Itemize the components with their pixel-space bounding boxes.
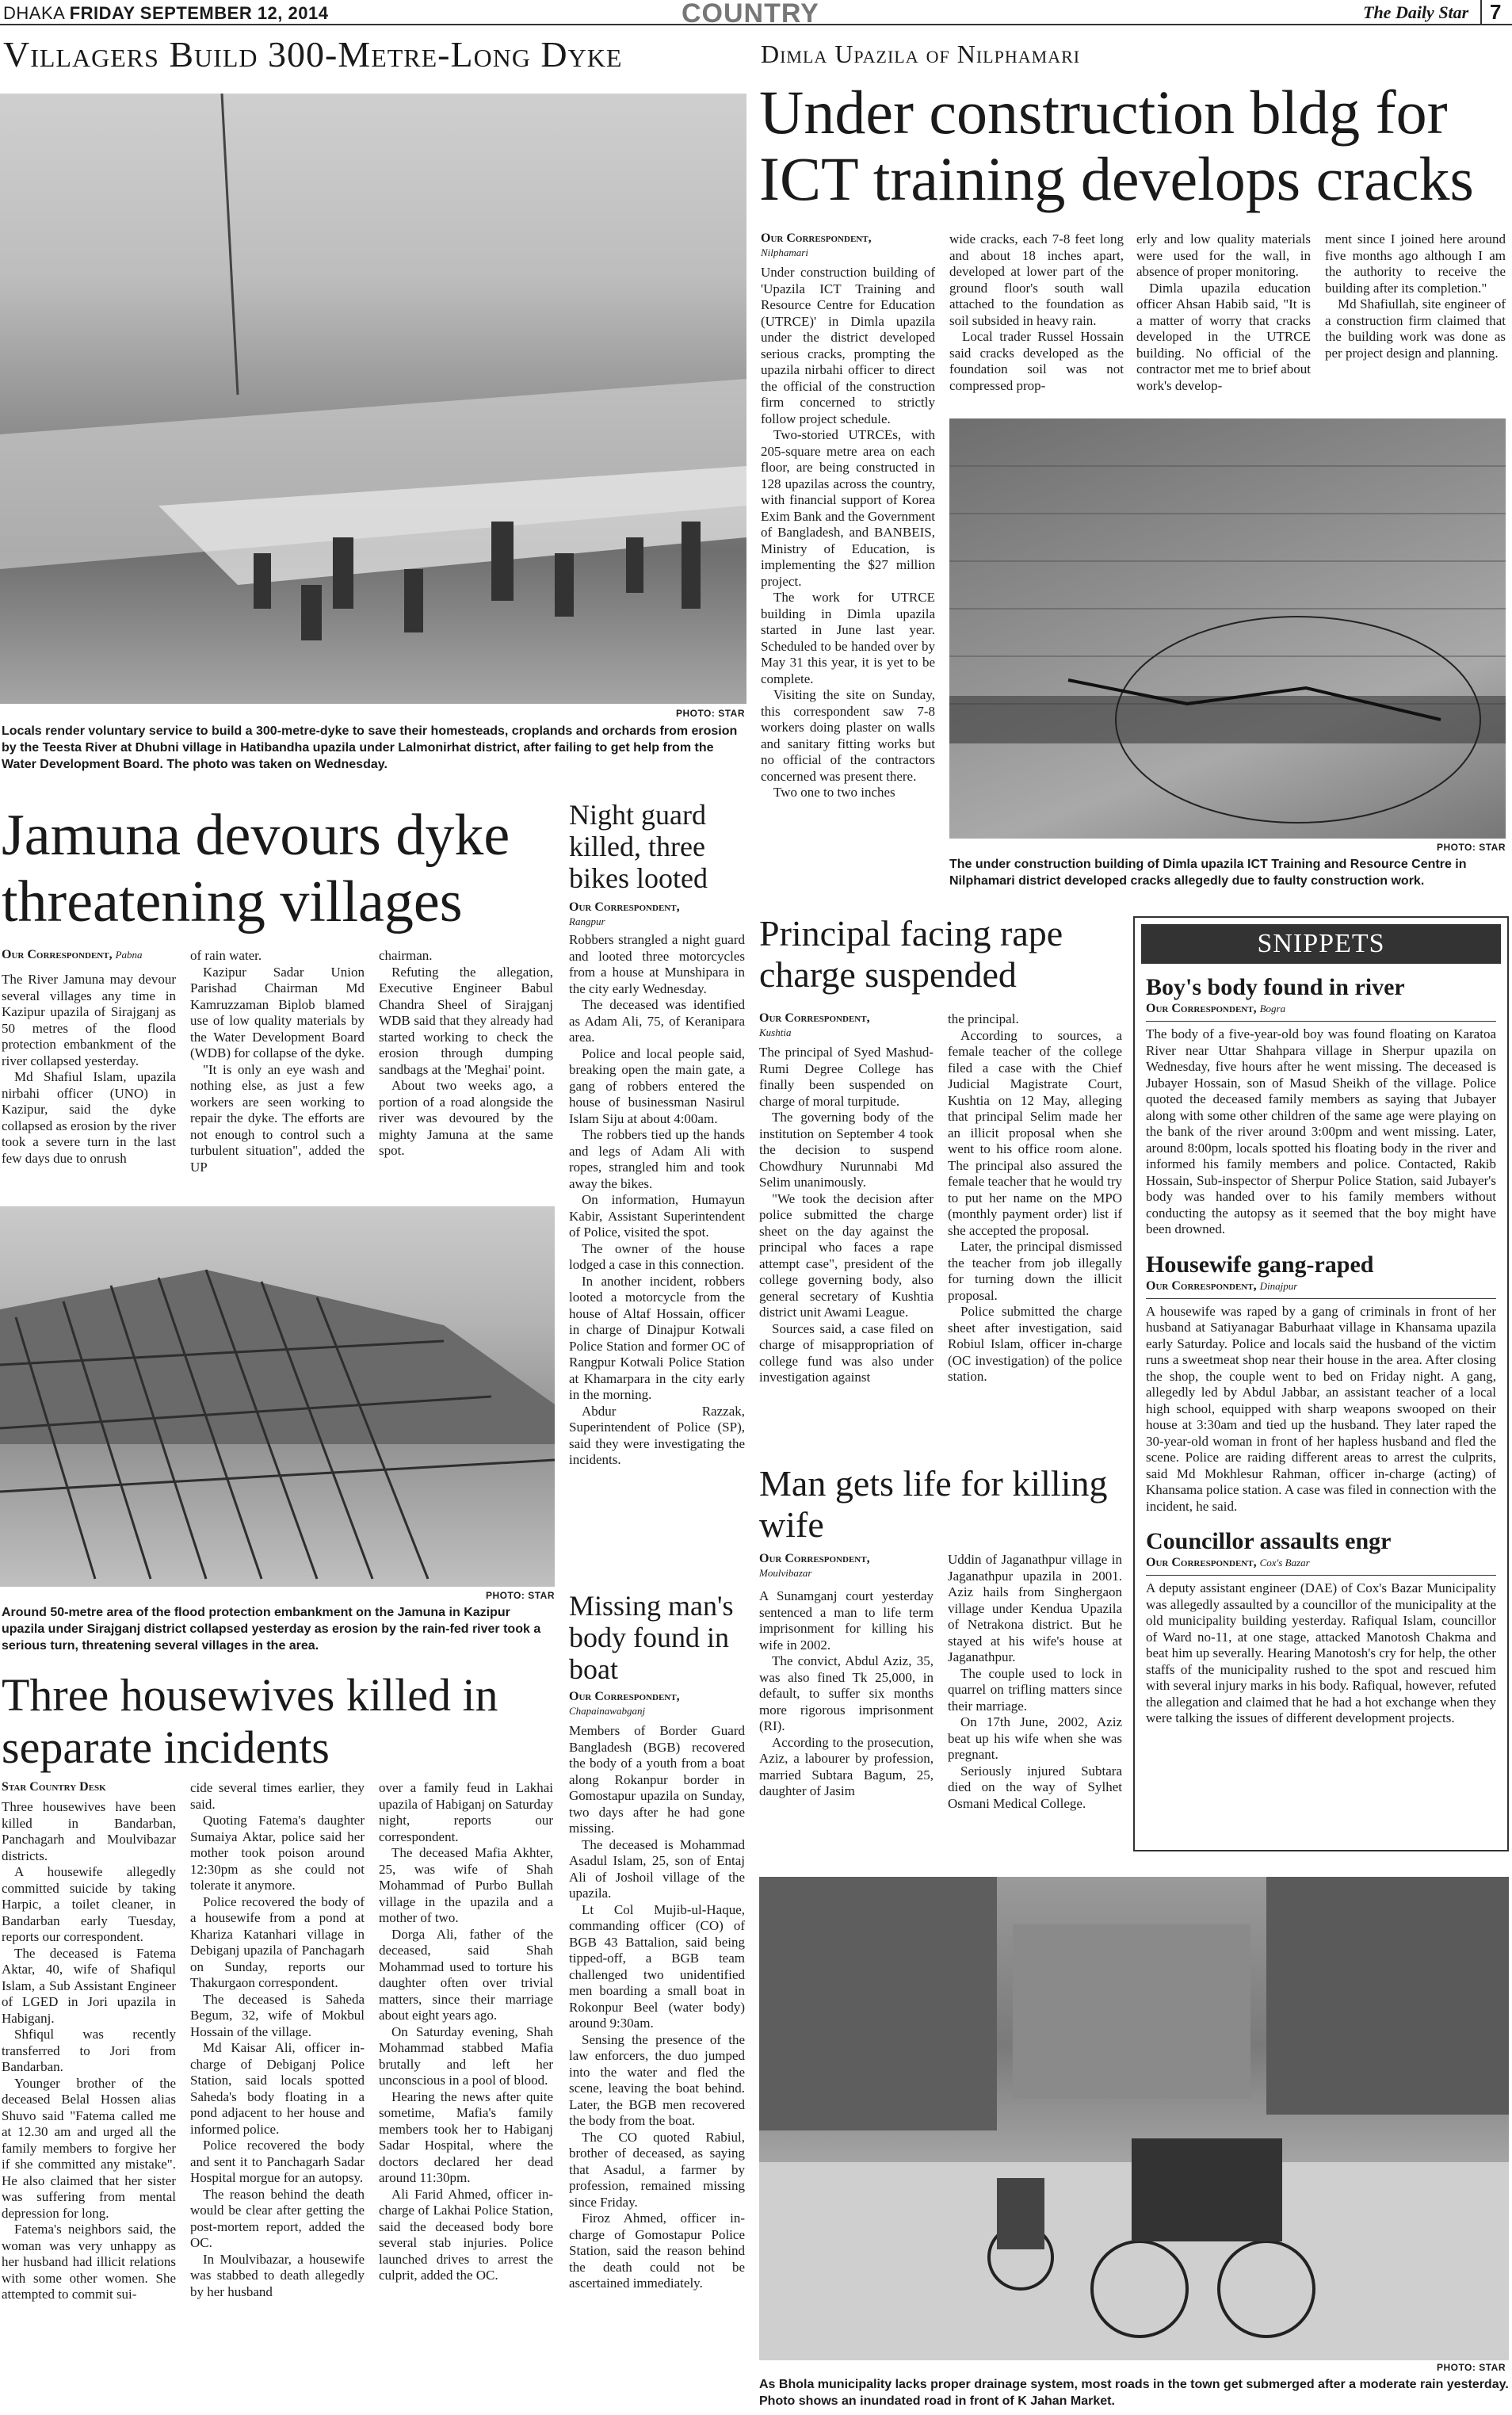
guard-headline: Night guard killed, three bikes looted <box>569 799 708 894</box>
bhola-caption: As Bhola municipality lacks proper drainage system, most roads in the town get submerged after a moderate rain yesterday. Photo shows an inundated road in front of K Jahan Market. <box>759 2378 1509 2408</box>
paragraph: The reason behind the death would be clear after getting the post-mortem report, added the OC. <box>190 2186 365 2250</box>
snippet-headline: Councillor assaults engr <box>1146 1528 1392 1554</box>
paragraph: Younger brother of the deceased Belal Hossen alias Shuvo said "Fatema called me at 12.30 am and urged all the family members to forgive her if she committed any mistake". He also claimed that her sister was suffering from mental depression for long. <box>2 2075 176 2221</box>
paragraph: Later, the principal dismissed the teacher from job illegally for turning down the illicit proposal. <box>948 1239 1122 1303</box>
paragraph: Sensing the presence of the law enforcers, the duo jumped into the water and fled the scene, leaving the boat behind. Later, the BGB men recovered the body from the boat. <box>569 2031 745 2128</box>
paragraph: erly and low quality materials were used for the wall, in absence of proper monitoring. <box>1136 231 1311 279</box>
paragraph: chairman. <box>379 948 433 963</box>
snippet-place: Cox's Bazar <box>1259 1557 1310 1569</box>
paragraph: the principal. <box>948 1011 1019 1026</box>
principal-col1 <box>759 1045 934 1386</box>
snippet-byline: Our Correspondent, <box>1146 1278 1257 1293</box>
dateline <box>3 3 328 24</box>
snippet-byline: Our Correspondent, <box>1146 1002 1257 1015</box>
paragraph: ment since I joined here around five months ago although I am the authority to receive the building after its completion." <box>1325 231 1506 296</box>
paragraph: Police submitted the charge sheet after investigation, said Robiul Islam, officer in-charge (OC investigation) of the police station. <box>948 1304 1122 1384</box>
villagers-caption: Locals render voluntary service to build a 300-metre-dyke to save their homesteads, croplands and orchards from erosion by the Teesta River at Dhubni village in Hatibandha upazila under Lalmonirhat district, after failing to get help from the Water Development Board. The photo was taken on Wednesday. <box>2 724 738 771</box>
principal-byline: Our Correspondent, <box>759 1011 870 1025</box>
lifeterm-col2 <box>948 1552 1122 1812</box>
jamuna-photo-credit: PHOTO: STAR <box>485 1590 555 1601</box>
jamuna-byline: Our Correspondent, <box>2 948 113 961</box>
paragraph: Police recovered the body of a housewife from a pond at Khariza Katanhari village in Debiganj upazila of Panchagarh on Sunday, reports our Thakurgaon correspondent. <box>190 1893 365 1990</box>
paragraph: A Sunamganj court yesterday sentenced a man to life term imprisonment for killing his wife in 2002. <box>759 1588 934 1653</box>
lifeterm-byline-block <box>759 1552 934 1580</box>
paragraph: Sources said, a case filed on charge of misappropriation of college fund was also under investigation against <box>759 1320 934 1385</box>
lifeterm-headline: Man gets life for killing wife <box>759 1463 1108 1545</box>
paragraph: Two-storied UTRCEs, with 205-square metre area on each floor, are being constructed in 128 upazilas across the country, with financial support of Korea Exim Bank and the Government of Bangladesh, and BANBEIS, Ministry of Education, is implementing the $27 million project. <box>761 427 936 589</box>
embankment-photo-art <box>0 1206 555 1587</box>
paragraph: Uddin of Jaganathpur village in Jaganathpur upazila in 2001. Aziz hails from Singhergaon village under Kendua Upazila of Netrakona district. But he stayed at his wife's house at Jaganathpur. <box>948 1552 1122 1664</box>
section-name: COUNTRY <box>682 0 819 29</box>
jamuna-col1 <box>2 972 176 1167</box>
flood-photo-art <box>759 1877 1509 2360</box>
paragraph: A housewife allegedly committed suicide by taking Harpic, a toilet cleaner, in Bandarban early Tuesday, reports our correspondent. <box>2 1864 176 1944</box>
paragraph: Firoz Ahmed, officer in-charge of Gomostapur Police Station, said the reason behind the death could not be ascertained immediately. <box>569 2211 745 2291</box>
paragraph: Md Shafiul Islam, upazila nirbahi officer (UNO) in Kazipur, said the dyke collapsed as erosion by the river took a severe turn in the last few days due to onrush <box>2 1069 176 1166</box>
paragraph: The work for UTRCE building in Dimla upazila started in June last year. Scheduled to be handed over by May 31 this year, it is yet to be complete. <box>761 590 935 686</box>
guard-byline: Our Correspondent, <box>569 900 680 914</box>
ict-col4 <box>1325 231 1506 361</box>
divider <box>1146 1298 1496 1299</box>
paragraph: cide several times earlier, they said. <box>190 1780 365 1812</box>
missing-headline: Missing man's body found in boat <box>569 1590 734 1685</box>
paragraph: wide cracks, each 7-8 feet long and about 18 inches apart, developed at lower part of the ground floor's south wall attached to the foundation as soil subsided in heavy rain. <box>949 231 1124 328</box>
paragraph: The convict, Abdul Aziz, 35, was also fined Tk 25,000, in default, to suffer six months more rigorous imprisonment (RI). <box>759 1653 934 1733</box>
housewives-byline: Star Country Desk <box>2 1780 106 1794</box>
paragraph: The CO quoted Rabiul, brother of deceased, as saying that Asadul, a farmer by profession, remained missing since Friday. <box>569 2129 745 2210</box>
paragraph: Police and local people said, breaking open the main gate, a gang of robbers entered the house of businessman Nasirul Islam Siju at about 4:00am. <box>569 1045 745 1126</box>
paragraph: Police recovered the body and sent it to Panchagarh Sadar Hospital morgue for an autopsy. <box>190 2138 365 2185</box>
guard-body <box>569 932 745 1469</box>
ict-col1 <box>761 265 935 801</box>
snippet-place: Dinajpur <box>1259 1279 1298 1292</box>
flood-photo <box>759 1877 1509 2360</box>
dyke-photo-art <box>0 94 746 704</box>
paragraph: Dimla upazila education officer Ahsan Habib said, "It is a matter of worry that cracks developed in the UTRCE building. No official of the contractor met me to brief about work's develop- <box>1136 280 1311 393</box>
paragraph: Three housewives have been killed in Bandarban, Panchagarh and Moulvibazar districts. <box>2 1799 176 1863</box>
jamuna-place: Pabna <box>115 949 143 961</box>
paragraph: "It is only an eye wash and nothing else, as just a few workers are seen working to repair the dyke. The efforts are not enough to control such a turbulent situation", added the UP <box>190 1061 365 1175</box>
principal-byline-block <box>759 1011 934 1040</box>
jamuna-headline: Jamuna devours dyke threatening villages <box>2 803 510 934</box>
paragraph: Kazipur Sadar Union Parishad Chairman Md Kamruzzaman Biplob blamed use of low quality materials by the Water Development Board (WDB) for collapse of the dyke. <box>190 964 365 1060</box>
date: FRIDAY SEPTEMBER 12, 2014 <box>69 3 329 23</box>
snippet-byline: Our Correspondent, <box>1146 1556 1257 1569</box>
villagers-photo-credit: PHOTO: STAR <box>675 708 745 719</box>
paragraph: Md Shafiullah, site engineer of a construction firm claimed that the building work was done as per project design and planning. <box>1325 296 1506 361</box>
paragraph: Lt Col Mujib-ul-Haque, commanding officer (CO) of BGB 43 Battalion, said being tipped-off, a BGB team challenged two unidentified men boarding a small boat in Rokonpur Beel (water body) around 9:30am. <box>569 1901 745 2031</box>
paragraph: According to the prosecution, Aziz, a labourer by profession, married Subtara Bagum, 25, daughter of Jasim <box>759 1734 934 1798</box>
paragraph: In Moulvibazar, a housewife was stabbed to death allegedly by her husband <box>190 2251 365 2299</box>
paragraph: Robbers strangled a night guard and looted three motorcycles from a house at Munshipara in the city early Wednesday. <box>569 932 745 996</box>
divider <box>1146 1575 1496 1576</box>
housewives-col1 <box>2 1799 176 2303</box>
dyke-photo <box>0 94 746 704</box>
housewives-headline: Three housewives killed in separate incidents <box>2 1669 498 1773</box>
missing-byline: Our Correspondent, <box>569 1690 680 1703</box>
housewives-col2 <box>190 1780 365 2300</box>
paragraph: The principal of Syed Mashud-Rumi Degree College has finally been suspended on charge of moral turpitude. <box>759 1045 934 1109</box>
embankment-photo <box>0 1206 555 1587</box>
paragraph: The owner of the house lodged a case in this connection. <box>569 1240 745 1272</box>
paragraph: On 17th June, 2002, Aziz beat up his wife when she was pregnant. <box>948 1714 1122 1762</box>
page-number: 7 <box>1480 0 1501 25</box>
paragraph: Hearing the news after quite sometime, Mafia's family members took her to Habiganj Sadar Hospital, where the doctors declared her dead around 11:30pm. <box>379 2088 553 2185</box>
paragraph: Shfiqul was recently transferred to Jori from Bandarban. <box>2 2027 176 2074</box>
paragraph: Abdur Razzak, Superintendent of Police (SP), said they were investigating the incidents. <box>569 1403 745 1467</box>
snippet-headline: Housewife gang-raped <box>1146 1251 1374 1278</box>
snippet-headline: Boy's body found in river <box>1146 974 1405 1000</box>
guard-place: Rangpur <box>569 915 605 927</box>
ict-byline: Our Correspondent, <box>761 231 872 245</box>
ict-byline-block <box>761 231 935 260</box>
paragraph: About two weeks ago, a portion of a road alongside the river was devoured by the mighty Jamuna at the same spot. <box>379 1078 553 1158</box>
paragraph: Visiting the site on Sunday, this correspondent saw 7-8 workers doing plaster on walls and sanitary fitting works but no official of the contractors concerned was present there. <box>761 687 935 784</box>
snippets-title: SNIPPETS <box>1141 924 1501 964</box>
paragraph: Seriously injured Subtara died on the way of Sylhet Osmani Medical College. <box>948 1763 1122 1811</box>
city: DHAKA <box>3 3 65 23</box>
housewives-col3 <box>379 1780 553 2284</box>
lifeterm-byline: Our Correspondent, <box>759 1552 870 1565</box>
cracks-photo <box>949 418 1506 839</box>
paragraph: Under construction building of 'Upazila ICT Training and Resource Centre for Education (UTRCE)' in Dimla upazila under the district developed serious cracks, prompting the upazila nirbahi officer to direct the official of the construction firm concerned to strictly follow project schedule. <box>761 265 935 426</box>
paragraph: The governing body of the institution on September 4 took the decision to suspend Chowdhury Nurunnabi Md Selim unanimously. <box>759 1110 934 1190</box>
paragraph: The deceased Mafia Akhter, 25, was wife of Shah Mohammad of Purbo Bullah village in the upazila and a mother of two. <box>379 1845 553 1925</box>
masthead: The Daily Star <box>1363 2 1469 22</box>
paragraph: In another incident, robbers looted a motorcycle from the house of Altaf Hossain, officer in charge of Dinajpur Kotwali Police Station and former OC of Rangpur Kotwali Police Station at Khamarpara in the city early in the morning. <box>569 1273 745 1402</box>
ict-caption: The under construction building of Dimla upazila ICT Training and Resource Centre in Nilphamari district developed cracks allegedly due to faulty construction work. <box>949 858 1467 888</box>
ict-col2 <box>949 231 1124 394</box>
snippets-box <box>1133 916 1509 1851</box>
snippets-list <box>1135 973 1507 1727</box>
principal-headline: Principal facing rape charge suspended <box>759 913 1063 995</box>
paragraph: Refuting the allegation, Executive Engineer Babul Chandra Sheel of Sirajganj WDB said that they already had started working to check the erosion through dumping sandbags at the 'Meghai' point. <box>379 964 553 1077</box>
paragraph: The deceased was identified as Adam Ali, 75, of Keranipara area. <box>569 997 745 1045</box>
principal-place: Kushtia <box>759 1026 792 1038</box>
paragraph: Ali Farid Ahmed, officer in-charge of Lakhai Police Station, said the deceased body bore several stab injuries. Police launched drives to arrest the culprit, added the OC. <box>379 2186 553 2283</box>
missing-byline-block <box>569 1690 745 1718</box>
paragraph: According to sources, a female teacher of the college filed a case with the Chief Judicial Magistrate Court, Kushtia on 12 May, alleging that principal Selim made her an illicit proposal when she went to his office room alone. The principal also assured the female teacher that he would try to put her name on the MPO (monthly payment order) list if she accepted the proposal. <box>948 1027 1122 1238</box>
snippet-body: A housewife was raped by a gang of criminals in front of her husband at Satiyanagar Baburhaat village in Khansama upazila early Saturday. Police and locals said the husband of the victim runs a sweetmeat shop near their house in the area. After closing the shop, the couple went to bed on Friday night. A gang, allegedly led by Abdul Jabbar, an assistant teacher of a local high school, equipped with sharp weapons swooped on their house at 3:30am and tied up the husband. They later raped the 30-year-old woman in front of her hapless husband and fled the scene. Police are raiding different areas to arrest the culprits, said Md Mokhlesur Rahman, officer in-charge (acting) of Khansama police station. A case was filed in connection with the incident, he said. <box>1146 1303 1496 1514</box>
paragraph: Fatema's neighbors said, the woman was very unhappy as her husband had illicit relations with some other women. She attempted to commit sui- <box>2 2222 176 2302</box>
villagers-headline: Villagers Build 300-Metre-Long Dyke <box>3 34 623 75</box>
ict-place: Nilphamari <box>761 246 808 258</box>
paragraph: The robbers tied up the hands and legs of Adam Ali with ropes, strangled him and took away the bikes. <box>569 1127 745 1191</box>
paragraph: The couple used to lock in quarrel on trifling matters since their marriage. <box>948 1665 1122 1714</box>
divider <box>1146 1021 1496 1022</box>
paragraph: The deceased is Fatema Aktar, 40, wife of Shafiqul Islam, a Sub Assistant Engineer of LGED in Jori upazila in Habiganj. <box>2 1945 176 2026</box>
paragraph: Members of Border Guard Bangladesh (BGB) recovered the body of a youth from a boat along Rokanpur border in Gomostapur upazila on Sunday, two days after he had gone missing. <box>569 1723 745 1836</box>
paragraph: Two one to two inches <box>773 785 895 800</box>
jamuna-col3 <box>379 948 553 1160</box>
paragraph: of rain water. <box>190 948 262 963</box>
paragraph: The River Jamuna may devour several villages any time in Kazipur upazila of Sirajganj as 50 metres of the flood protection embankment of the river collapsed yesterday. <box>2 972 176 1068</box>
snippet-body: The body of a five-year-old boy was found floating on Karatoa River near Uttar Shahpara village in Sherpur upazila on Wednesday, five hours after he went missing. The deceased is Jubayer Hossain, son of Masud Sheikh of the village. Police quoted the deceased family members as saying that Jubayer along with some other children of the same age were playing on the bank of the river around 3:00pm and went missing. Later, around 8:00pm, locals spotted his floating body in the river and informed his family members and police. Contacted, Rakib Hossain, Sub-inspector of Sherpur Police Station, said Jubayer's body was handed over to his family members without conducting the autopsy as it seemed that the boy might have been drowned. <box>1146 1026 1496 1236</box>
guard-byline-block <box>569 900 745 929</box>
missing-place: Chapainawabganj <box>569 1705 646 1717</box>
ict-kicker: Dimla Upazila of Nilphamari <box>761 40 1081 68</box>
jamuna-byline-block <box>2 948 176 962</box>
paragraph: Local trader Russel Hossain said cracks developed as the foundation soil was not compressed prop- <box>949 329 1124 393</box>
jamuna-col2 <box>190 948 365 1175</box>
snippet-place: Bogra <box>1259 1003 1286 1015</box>
ict-headline: Under construction bldg for ICT training develops cracks <box>759 78 1474 213</box>
snippet-body: A deputy assistant engineer (DAE) of Cox's Bazar Municipality was allegedly assaulted by a councillor of the municipality at the old municipality building yesterday. Rafiqual Islam, councillor of Ward no-11, at one stage, attacked Manotosh Chakma and beat him up severally. Hearing Manotosh's cry for help, the other staffs of the municipality rushed to the spot and rescued him with several injury marks in his body. Rafiqual, however, refuted the allegation and claimed that he had a hot exchange when they were talking the issues of different development projects. <box>1146 1580 1496 1725</box>
page-header <box>0 0 1512 29</box>
lifeterm-col1 <box>759 1588 934 1800</box>
paragraph: Quoting Fatema's daughter Sumaiya Aktar, police said her mother took poison around 12:30pm as she could not tolerate it anymore. <box>190 1813 365 1893</box>
ict-col3 <box>1136 231 1311 394</box>
cracks-photo-art <box>949 418 1506 839</box>
bhola-photo-credit: PHOTO: STAR <box>1436 2362 1506 2373</box>
paragraph: "We took the decision after police submitted the charge sheet on the day against the principal who faces a rape attempt case", president of the college governing body, also general secretary of Kushtia district unit Awami League. <box>759 1190 934 1320</box>
jamuna-caption: Around 50-metre area of the flood protection embankment on the Jamuna in Kazipur upazila under Sirajganj district collapsed yesterday as erosion by the rain-fed river took a serious turn, threatening several villages in the area. <box>2 1606 541 1653</box>
paragraph: The deceased is Mohammad Asadul Islam, 25, son of Entaj Ali of Joshoil village of the upazila. <box>569 1836 745 1901</box>
paragraph: On information, Humayun Kabir, Assistant Superintendent of Police, visited the spot. <box>569 1192 745 1240</box>
paragraph: On Saturday evening, Shah Mohammad stabbed Mafia brutally and left her unconscious in a pool of blood. <box>379 2023 553 2088</box>
paragraph: over a family feud in Lakhai upazila of Habiganj on Saturday night, reports our correspondent. <box>379 1780 553 1844</box>
paragraph: Md Kaisar Ali, officer in-charge of Debiganj Police Station, said locals spotted Saheda's body floating in a pond adjacent to her house and informed police. <box>190 2040 365 2137</box>
lifeterm-place: Moulvibazar <box>759 1567 812 1579</box>
paragraph: The deceased is Saheda Begum, 32, wife of Mokbul Hossain of the village. <box>190 1991 365 2039</box>
paragraph: Dorga Ali, father of the deceased, said Shah Mohammad used to torture his daughter often over trivial matters, since their marriage about eight years ago. <box>379 1926 553 2023</box>
missing-body <box>569 1723 745 2292</box>
principal-col2 <box>948 1011 1122 1385</box>
ict-photo-credit: PHOTO: STAR <box>1436 842 1506 853</box>
